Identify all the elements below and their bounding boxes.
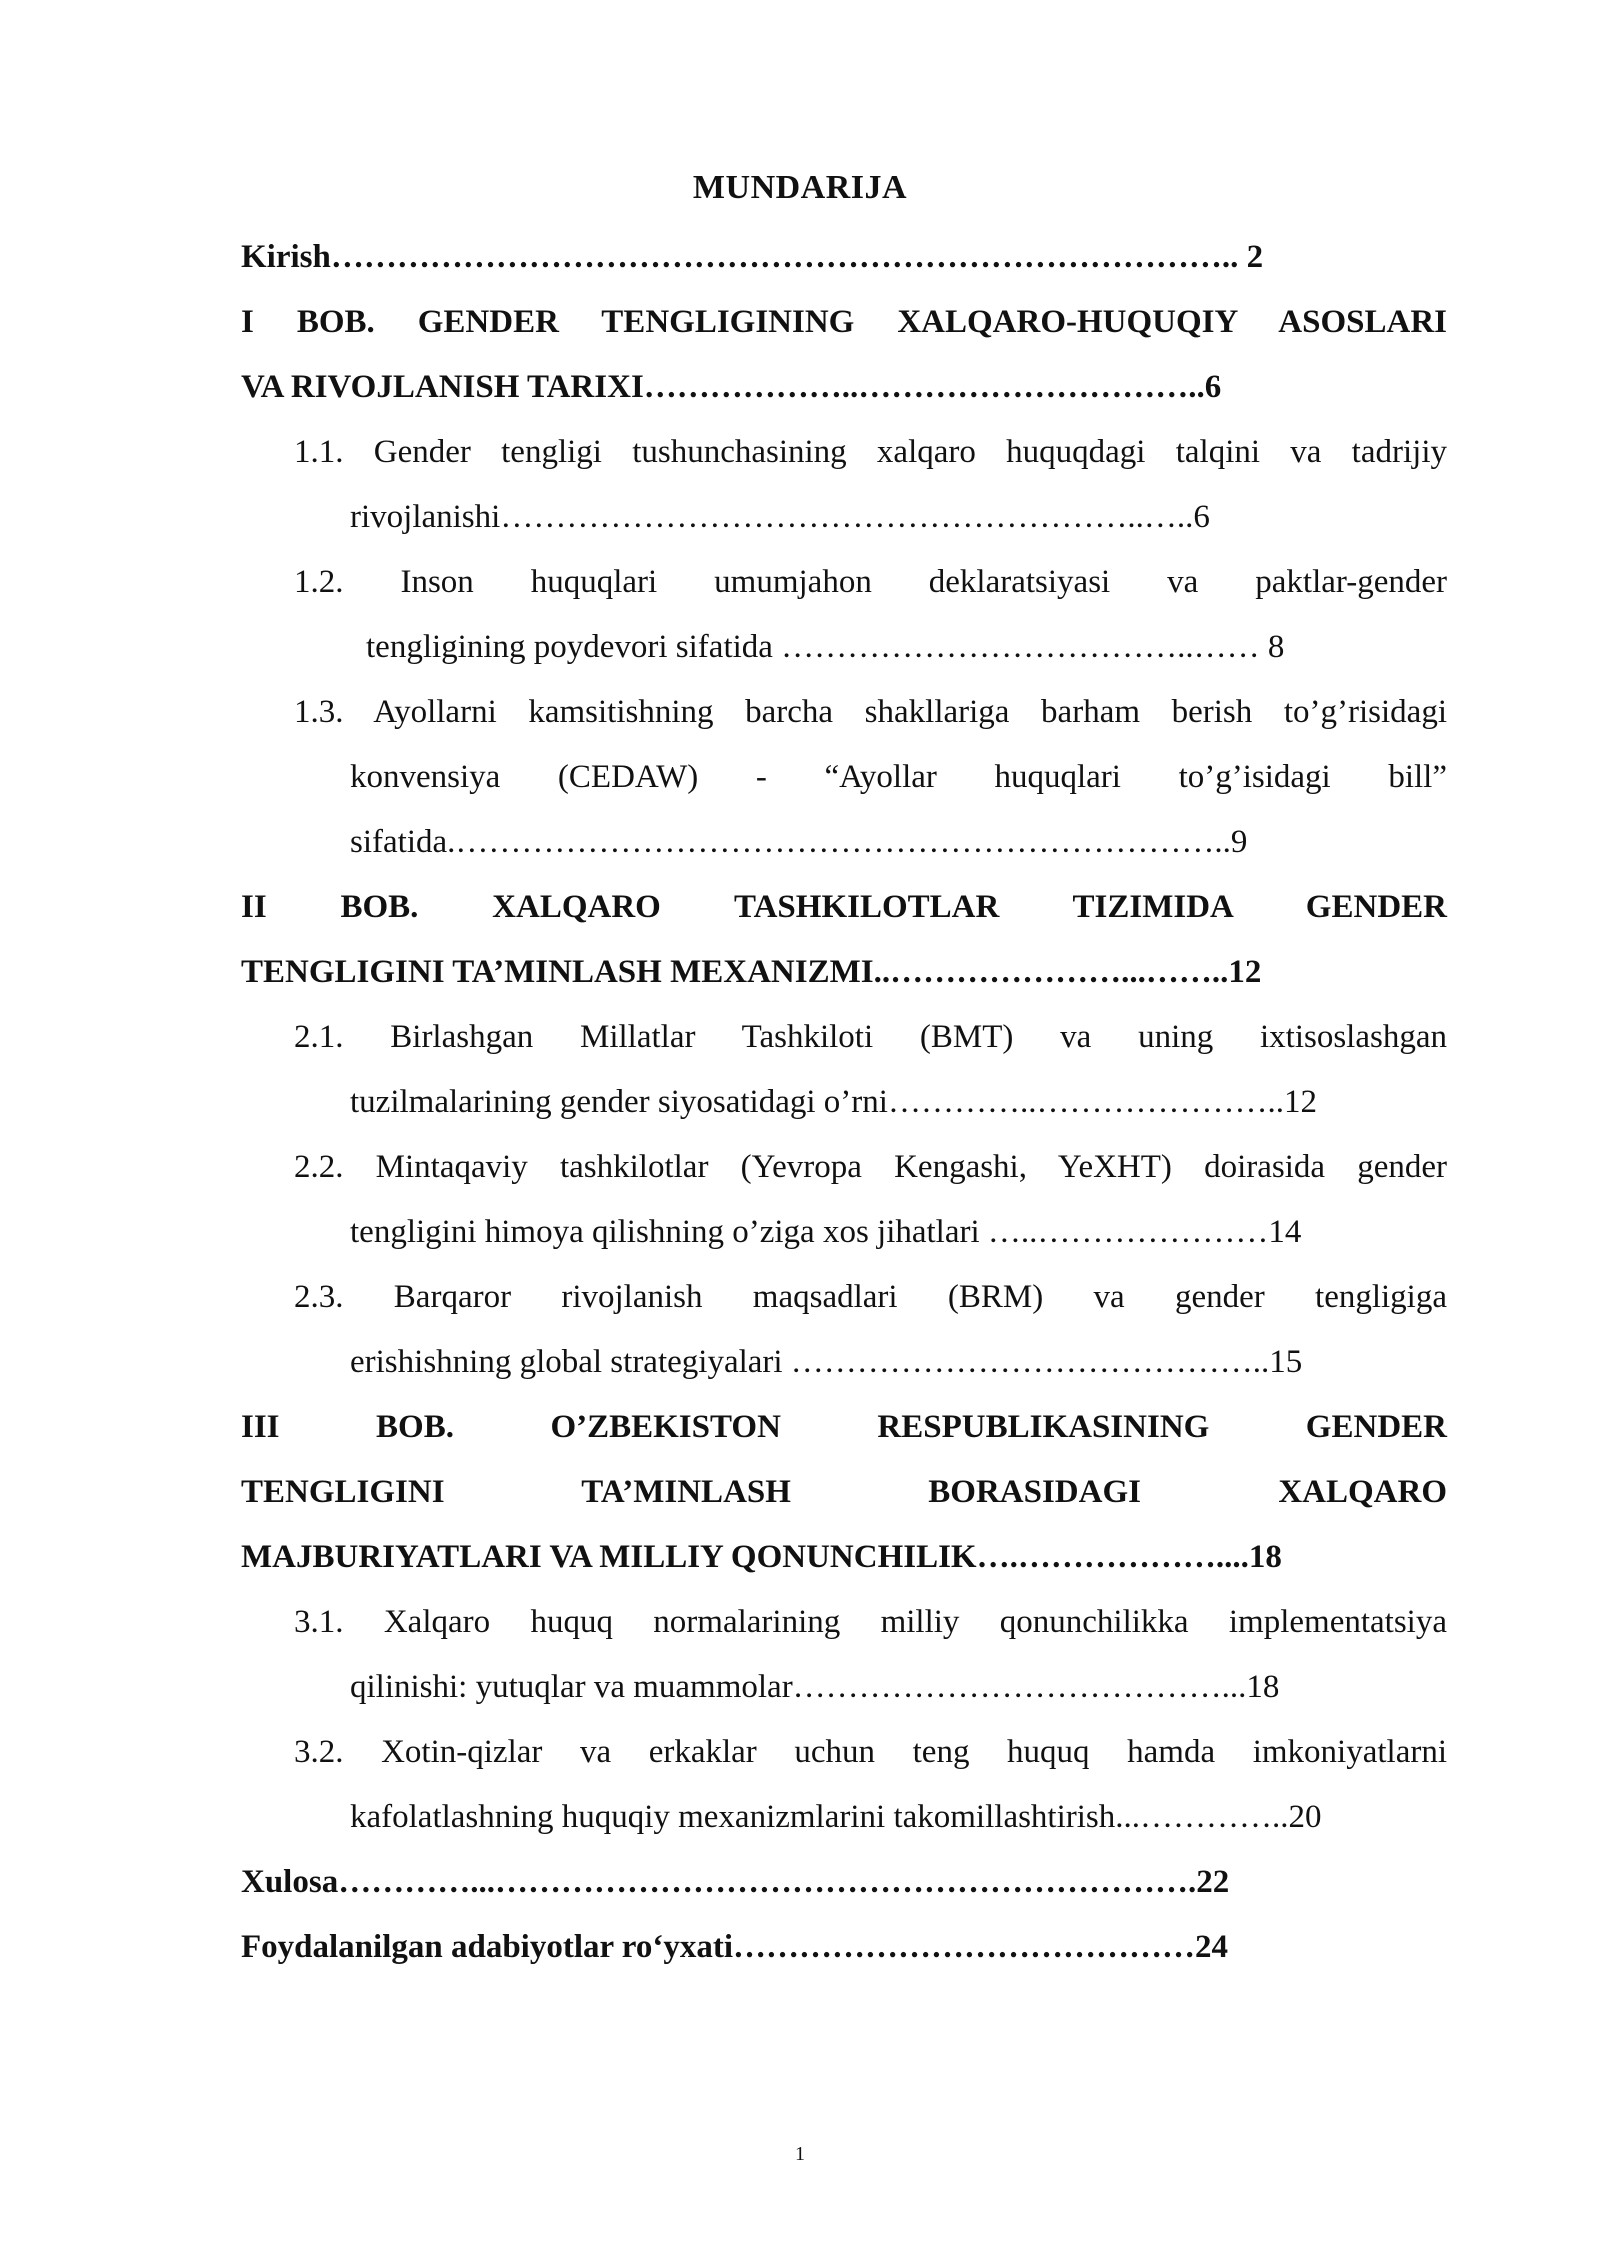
- toc-section-1-1: 1.1. Gender tengligi tushunchasining xalqaro huquqdagi talqini va tadrijiy: [294, 434, 1447, 470]
- toc-chapter-2-line-1: II BOB. XALQARO TASHKILOTLAR TIZIMIDA GENDER: [241, 889, 1447, 925]
- toc-section-2-1: 2.1. Birlashgan Millatlar Tashkiloti (BMT) va uning ixtisoslashgan: [294, 1019, 1447, 1055]
- toc-chapter-2-line-2: TENGLIGINI TA’MINLASH MEXANIZMI..…………………...……..12: [241, 954, 1262, 990]
- toc-entry-references: Foydalanilgan adabiyotlar ro‘yxati……………………………………24: [241, 1929, 1229, 1965]
- toc-entry-conclusion: Xulosa…………...……………………………………………………….22: [241, 1864, 1230, 1900]
- toc-section-2-2-cont: tengligini himoya qilishning o’ziga xos jihatlari …..…………………14: [350, 1214, 1302, 1250]
- toc-section-1-3: 1.3. Ayollarni kamsitishning barcha shakllariga barham berish to’g’risidagi: [294, 694, 1447, 730]
- toc-section-1-3-cont-2: sifatida.……………………………………………………………..9: [350, 824, 1248, 860]
- toc-section-2-1-cont: tuzilmalarining gender siyosatidagi o’rni…………..…………………..12: [350, 1084, 1317, 1120]
- toc-section-1-1-cont: rivojlanishi…………………………………………………..…..6: [350, 499, 1210, 535]
- toc-section-1-2-cont: tengligining poydevori sifatida ………………………………..…… 8: [366, 629, 1285, 665]
- table-of-contents: [241, 225, 1447, 1980]
- toc-chapter-1-line-2: VA RIVOJLANISH TARIXI………………..…………………………..6: [241, 369, 1222, 405]
- toc-section-3-2: 3.2. Xotin-qizlar va erkaklar uchun teng huquq hamda imkoniyatlarni: [294, 1734, 1447, 1770]
- toc-entry-intro: Kirish……………………………………………………………………….. 2: [241, 239, 1264, 275]
- toc-section-2-3: 2.3. Barqaror rivojlanish maqsadlari (BRM) va gender tengligiga: [294, 1279, 1447, 1315]
- toc-section-3-2-cont: kafolatlashning huquqiy mexanizmlarini takomillashtirish...…………..20: [350, 1799, 1322, 1835]
- toc-section-1-2: 1.2. Inson huquqlari umumjahon deklaratsiyasi va paktlar-gender: [294, 564, 1447, 600]
- toc-section-3-1: 3.1. Xalqaro huquq normalarining milliy qonunchilikka implementatsiya: [294, 1604, 1447, 1640]
- toc-section-3-1-cont: qilinishi: yutuqlar va muammolar…………………………………...18: [350, 1669, 1280, 1705]
- toc-section-2-3-cont: erishishning global strategiyalari ……………………………………..15: [350, 1344, 1303, 1380]
- toc-chapter-3-line-2: TENGLIGINI TA’MINLASH BORASIDAGI XALQARO: [241, 1474, 1447, 1510]
- toc-chapter-3-line-1: III BOB. O’ZBEKISTON RESPUBLIKASINING GENDER: [241, 1409, 1447, 1445]
- toc-chapter-1-line-1: I BOB. GENDER TENGLIGINING XALQARO-HUQUQIY ASOSLARI: [241, 304, 1447, 340]
- toc-section-2-2: 2.2. Mintaqaviy tashkilotlar (Yevropa Kengashi, YeXHT) doirasida gender: [294, 1149, 1447, 1185]
- toc-chapter-3-line-3: MAJBURIYATLARI VA MILLIY QONUNCHILIK….………………....18: [241, 1539, 1282, 1575]
- page-title: MUNDARIJA: [692, 169, 908, 206]
- page-number: 1: [795, 2143, 805, 2165]
- toc-section-1-3-cont-1: konvensiya (CEDAW) - “Ayollar huquqlari to’g’isidagi bill”: [350, 759, 1447, 795]
